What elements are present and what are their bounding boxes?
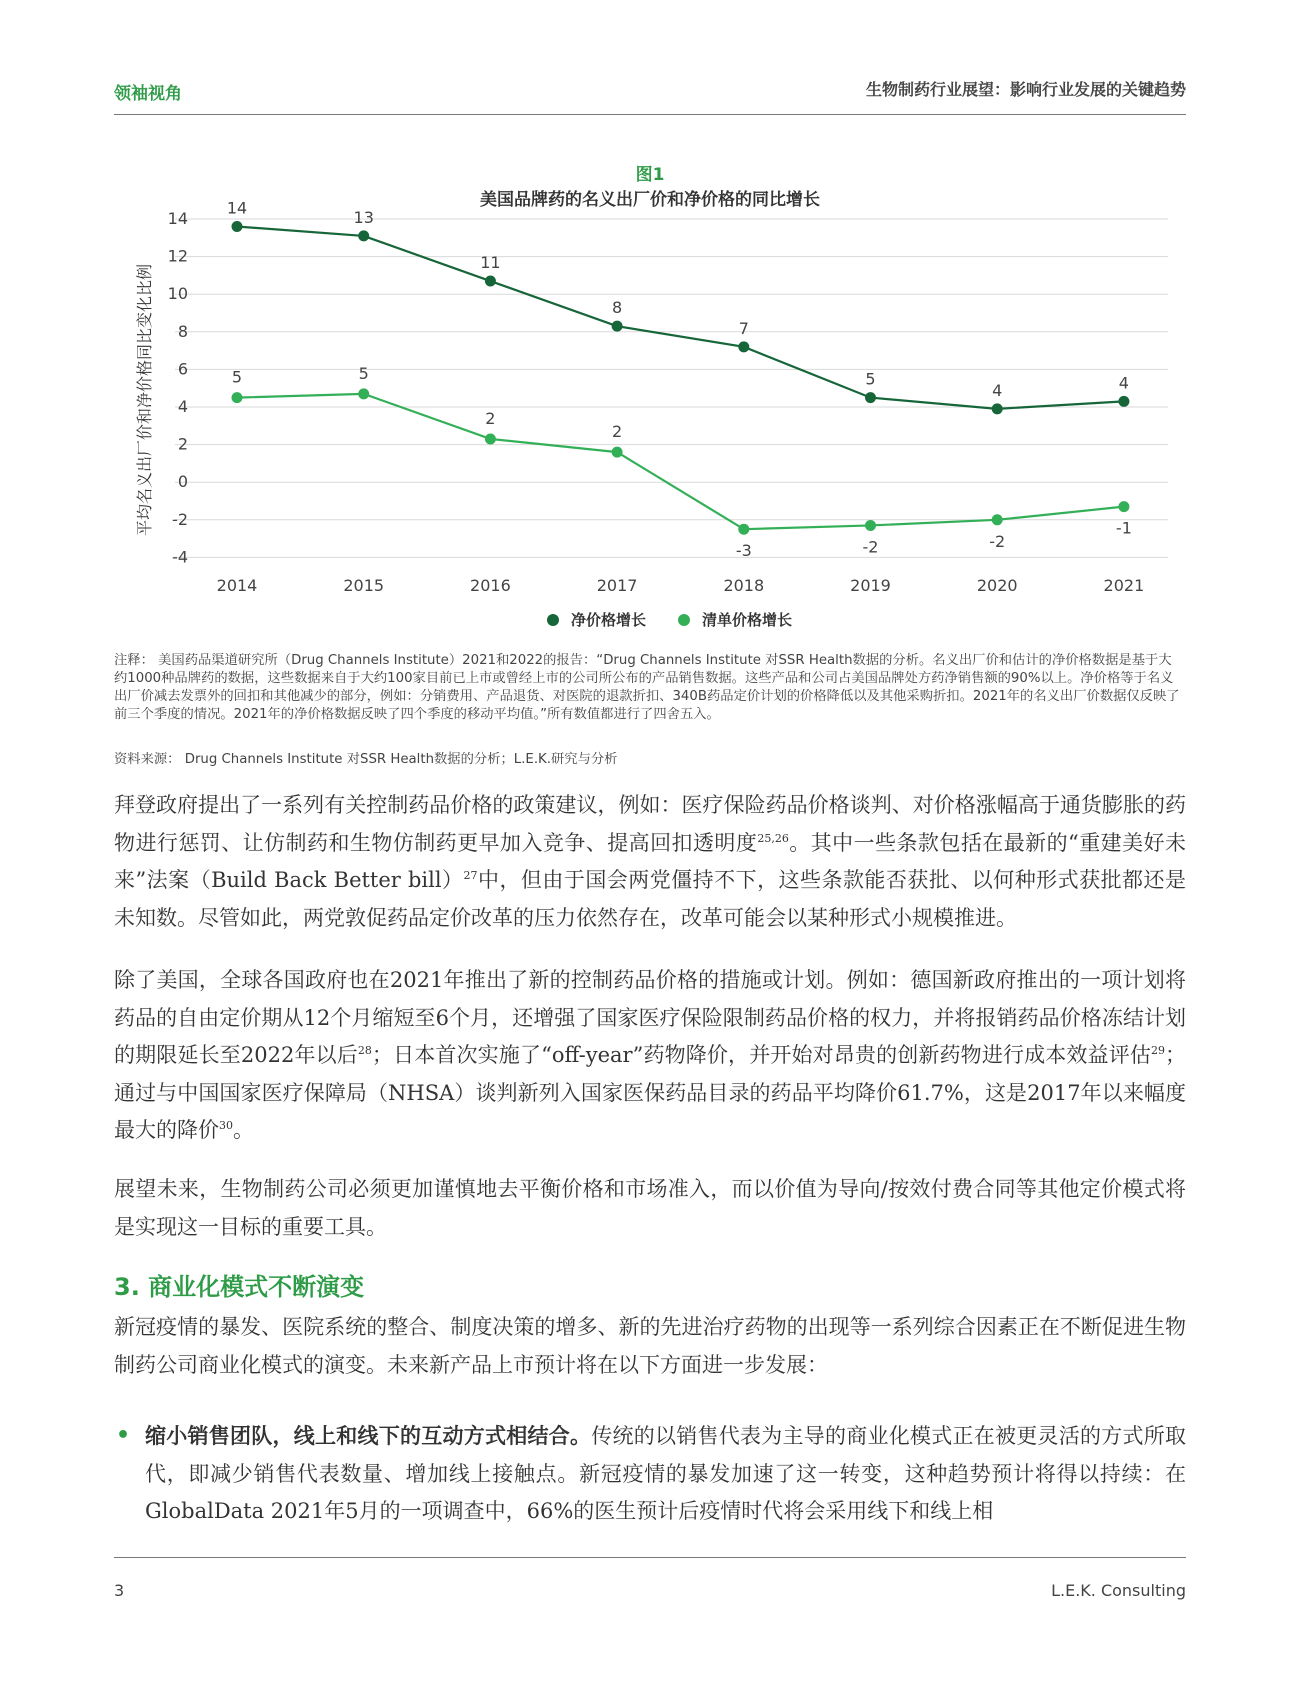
page-number: 3 bbox=[114, 1581, 125, 1600]
figure-title: 美国品牌药的名义出厂价和净价格的同比增长 bbox=[480, 190, 820, 210]
paragraph-2: 除了美国，全球各国政府也在2021年推出了新的控制药品价格的措施或计划。例如：德国新政府推出的一项计划将药品的自由定价期从12个月缩短至6个月，还增强了国家医疗保险限制药品价格的权力，并将报销药品价格冻结计划的期限延长至2022年以后$^{28}$；日本首次实施了“off-year”药物降价，并开始对昂贵的创新药物进行成本效益评估$^{29}$；通过与中国国家医疗保障局（NHSA）谈判新列入国家医保药品目录的药品平均降价61.7%，这是2017年以来幅度最大的降价$^{30}$。 bbox=[114, 968, 1186, 1142]
line-chart bbox=[0, 0, 1300, 640]
x-tick-label: 2017 bbox=[596, 576, 638, 595]
paragraph-4: 新冠疫情的暴发、医院系统的整合、制度决策的增多、新的先进治疗药物的出现等一系列综合因素正在不断促进生物制药公司商业化模式的演变。未来新产品上市预计将在以下方面进一步发展： bbox=[114, 1315, 1186, 1377]
data-point bbox=[1118, 501, 1129, 512]
data-point bbox=[865, 392, 876, 403]
header-section-label: 领袖视角 bbox=[114, 84, 182, 104]
series-line-1 bbox=[237, 227, 1124, 409]
section-heading: 3. 商业化模式不断演变 bbox=[114, 1273, 365, 1301]
data-label: 5 bbox=[865, 369, 876, 389]
data-label: 14 bbox=[226, 198, 248, 218]
legend-label: 清单价格增长 bbox=[702, 611, 793, 629]
y-tick-label: 8 bbox=[177, 321, 188, 341]
x-tick-label: 2020 bbox=[976, 576, 1018, 595]
data-point bbox=[232, 221, 243, 232]
paragraph-3: 展望未来，生物制药公司必须更加谨慎地去平衡价格和市场准入，而以价值为导向/按效付费合同等其他定价模式将是实现这一目标的重要工具。 bbox=[114, 1177, 1186, 1239]
x-tick-label: 2014 bbox=[216, 576, 258, 595]
y-tick-label: 6 bbox=[177, 359, 188, 379]
data-point bbox=[485, 276, 496, 287]
data-point bbox=[358, 230, 369, 241]
data-label: 13 bbox=[353, 207, 374, 227]
y-tick-label: 10 bbox=[167, 284, 188, 304]
x-tick-label: 2021 bbox=[1103, 576, 1145, 595]
data-label: -3 bbox=[735, 541, 752, 561]
data-point bbox=[738, 524, 749, 535]
legend-marker bbox=[678, 614, 690, 626]
x-tick-label: 2018 bbox=[723, 576, 765, 595]
y-tick-label: 2 bbox=[177, 434, 188, 454]
data-point bbox=[865, 520, 876, 531]
data-label: -2 bbox=[862, 537, 879, 557]
data-label: 2 bbox=[485, 408, 496, 428]
chart-note: 注释： 美国药品渠道研究所（Drug Channels Institute）2021和2022的报告：“Drug Channels Institute 对SSR Health数据的分析。名义出厂价和估计的净价格数据是基于大约1000种品牌药的数据，这些数据来自于大约100家目前已上市或曾经上市的公司所公布的产品销售数据。这些产品和公司占美国品牌处方药净销售额的90%以上。净价格等于名义出厂价减去发票外的回扣和其他减少的部分，例如：分销费用、产品退货、对医院的退款折扣、340B药品定价计划的价格降低以及其他采购折扣。2021年的名义出厂价数据仅反映了前三个季度的情况。2021年的净价格数据反映了四个季度的移动平均值。”所有数值都进行了四舍五入。 bbox=[114, 653, 1180, 722]
legend-label: 净价格增长 bbox=[571, 611, 647, 629]
data-label: 7 bbox=[738, 318, 749, 338]
y-tick-label: 12 bbox=[167, 246, 188, 266]
chart-source: 资料来源： Drug Channels Institute 对SSR Health数据的分析；L.E.K.研究与分析 bbox=[114, 752, 618, 767]
data-label: 4 bbox=[1118, 373, 1129, 393]
data-point bbox=[485, 433, 496, 444]
data-label: 11 bbox=[480, 253, 501, 273]
bullet-marker: • bbox=[116, 1423, 131, 1448]
data-point bbox=[358, 388, 369, 399]
data-label: 5 bbox=[231, 367, 243, 387]
data-label: 5 bbox=[358, 363, 369, 383]
footer-brand: L.E.K. Consulting bbox=[1051, 1581, 1186, 1600]
data-label: -2 bbox=[989, 531, 1006, 551]
bullet-item: 缩小销售团队，线上和线下的互动方式相结合。传统的以销售代表为主导的商业化模式正在被更灵活的方式所取代，即减少销售代表数量、增加线上接触点。新冠疫情的暴发加速了这一转变，这种趋势预计将得以持续：在GlobalData 2021年5月的一项调查中，66%的医生预计后疫情时代将会采用线下和线上相 bbox=[145, 1424, 1186, 1523]
legend-marker bbox=[547, 614, 559, 626]
data-point bbox=[232, 392, 243, 403]
data-point bbox=[992, 514, 1003, 525]
data-label: -1 bbox=[1115, 518, 1132, 538]
series-line-2 bbox=[237, 394, 1124, 529]
data-label: 4 bbox=[992, 380, 1003, 400]
y-tick-label: -4 bbox=[172, 547, 188, 567]
header-report-title: 生物制药行业展望：影响行业发展的关键趋势 bbox=[865, 80, 1186, 99]
x-tick-label: 2019 bbox=[850, 576, 891, 595]
data-point bbox=[612, 321, 623, 332]
data-label: 2 bbox=[612, 422, 623, 442]
paragraph-1: 拜登政府提出了一系列有关控制药品价格的政策建议，例如：医疗保险药品价格谈判、对价格涨幅高于通货膨胀的药物进行惩罚、让仿制药和生物仿制药更早加入竞争、提高回扣透明度$^{25,26}$。其中一些条款包括在最新的“重建美好未来”法案（Build Back Better bill）$^{27}$中，但由于国会两党僵持不下，这些条款能否获批、以何种形式获批都还是未知数。尽管如此，两党敦促药品定价改革的压力依然存在，改革可能会以某种形式小规模推进。 bbox=[114, 793, 1187, 930]
y-tick-label: 14 bbox=[167, 209, 188, 228]
figure-number: 图1 bbox=[635, 165, 665, 185]
footer-divider bbox=[114, 1557, 1186, 1558]
data-point bbox=[992, 403, 1003, 414]
data-point bbox=[738, 341, 749, 352]
x-tick-label: 2016 bbox=[470, 576, 511, 595]
y-tick-label: 0 bbox=[177, 472, 188, 492]
data-point bbox=[1118, 396, 1129, 407]
data-point bbox=[612, 447, 623, 458]
y-tick-label: -2 bbox=[172, 509, 188, 529]
x-tick-label: 2015 bbox=[343, 576, 385, 595]
y-tick-label: 4 bbox=[177, 397, 188, 416]
y-axis-label: 平均名义出厂价和净价格同比变化比例 bbox=[135, 263, 154, 537]
data-label: 8 bbox=[612, 298, 623, 318]
